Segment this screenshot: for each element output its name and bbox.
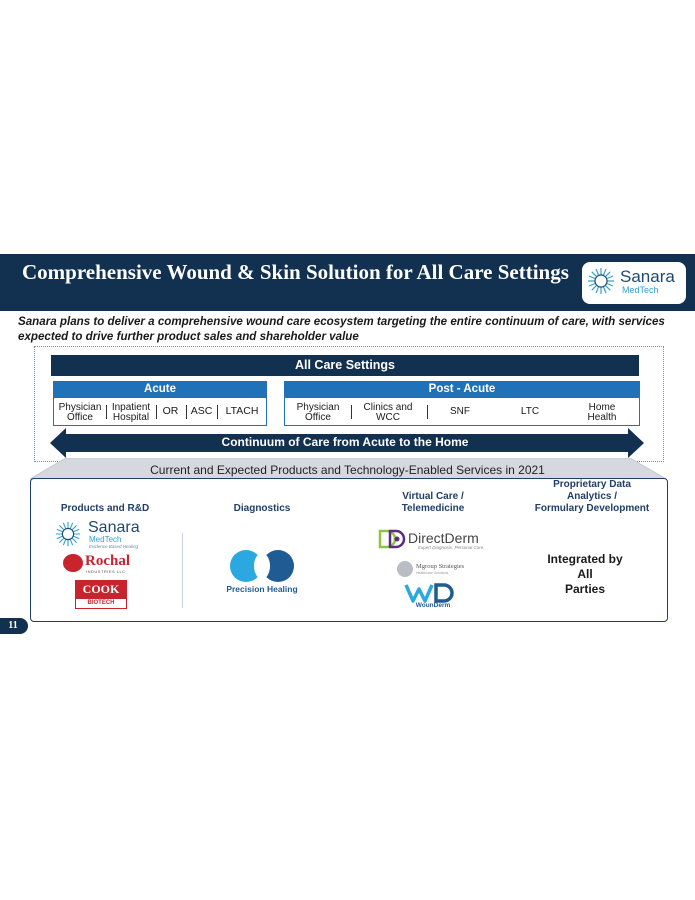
cook-logo-name: COOK bbox=[82, 582, 120, 596]
wounderm-icon bbox=[404, 583, 462, 603]
divider bbox=[217, 405, 218, 419]
setting-cell: SNF bbox=[450, 406, 470, 417]
diagnostics-heading: Diagnostics bbox=[233, 503, 291, 514]
setting-cell: Physician Office bbox=[296, 402, 340, 423]
all-care-settings-bar: All Care Settings bbox=[51, 355, 639, 376]
mgroup-sub: Healthcare Solutions bbox=[416, 571, 449, 575]
mgroup-name: Mgroup Strategies bbox=[416, 563, 465, 570]
rochal-logo-sub: INDUSTRIES LLC bbox=[86, 569, 126, 574]
setting-cell: Home Health bbox=[587, 402, 617, 423]
directderm-name: DirectDerm bbox=[408, 530, 479, 546]
products-rd-heading: Products and R&D bbox=[60, 503, 150, 514]
sanara-logo-name: Sanara bbox=[88, 519, 140, 536]
continuum-label: Continuum of Care from Acute to the Home bbox=[221, 435, 469, 449]
post-acute-header: Post - Acute bbox=[284, 381, 640, 398]
virtual-care-heading: Virtual Care / Telemedicine bbox=[401, 491, 465, 514]
page-number: 11 bbox=[8, 620, 18, 631]
column-divider bbox=[182, 533, 183, 608]
products-title: Current and Expected Products and Technology-Enabled Services in 2021 bbox=[150, 463, 545, 477]
page-title: Comprehensive Wound & Skin Solution for All Care Settings bbox=[22, 260, 569, 284]
acute-header: Acute bbox=[53, 381, 267, 398]
wounderm-name: WounDerm bbox=[415, 602, 451, 609]
precision-healing-icon bbox=[224, 549, 300, 583]
mgroup-logo-icon bbox=[397, 561, 413, 577]
sanara-starburst-icon bbox=[54, 520, 82, 548]
subtitle: Sanara plans to deliver a comprehensive wound care ecosystem targeting the entire continuum of care, with services expected to drive further product sales and shareholder value bbox=[18, 315, 665, 343]
setting-cell: OR bbox=[162, 405, 179, 417]
sanara-logo-tagline: Evidence Based Healing bbox=[89, 544, 139, 549]
cook-logo-sub: BIOTECH bbox=[87, 600, 115, 606]
directderm-tagline: Expert Diagnosis. Personal Care. bbox=[418, 545, 485, 550]
logo-sub: MedTech bbox=[622, 285, 659, 295]
setting-cell: Inpatient Hospital bbox=[111, 402, 151, 423]
integrated-statement: Integrated by All Parties bbox=[547, 552, 623, 596]
precision-healing-name: Precision Healing bbox=[226, 584, 298, 594]
divider bbox=[427, 405, 428, 419]
setting-cell: LTC bbox=[520, 406, 540, 417]
directderm-icon bbox=[378, 529, 408, 549]
sanara-starburst-icon bbox=[586, 266, 616, 296]
setting-cell: Physician Office bbox=[58, 402, 102, 423]
rochal-logo-icon bbox=[63, 554, 83, 572]
setting-cell: ASC bbox=[190, 405, 213, 417]
data-analytics-heading: Proprietary Data Analytics / Formulary Development bbox=[534, 479, 650, 514]
rochal-logo-name: Rochal bbox=[85, 553, 130, 569]
setting-cell: LTACH bbox=[225, 405, 259, 417]
divider bbox=[106, 405, 107, 419]
setting-cell: Clinics and WCC bbox=[363, 402, 413, 423]
logo-name: Sanara bbox=[620, 267, 675, 286]
sanara-logo-sub: MedTech bbox=[89, 535, 122, 544]
divider bbox=[351, 405, 352, 419]
